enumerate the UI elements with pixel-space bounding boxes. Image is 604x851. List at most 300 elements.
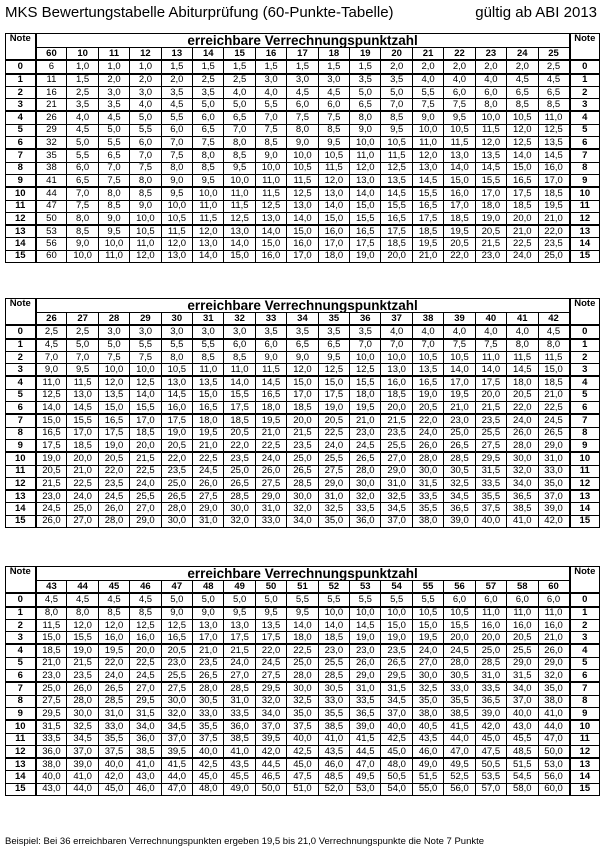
table-cell: 7,0 [224,124,255,136]
table-cell: 13,5 [538,137,570,150]
table-cell: 5,0 [381,86,412,98]
table-cell: 8,0 [350,111,381,124]
table-cell: 10,0 [193,187,224,200]
table-cell: 50,0 [538,745,570,758]
table-row [6,212,600,225]
table-cell: 39,0 [444,515,475,527]
table-cell: 25,0 [36,682,67,695]
table-cell: 32,0 [224,515,255,527]
table-cell: 17,0 [444,376,475,389]
table-cell: 31,0 [381,477,412,490]
note-value-left: 9 [6,174,36,187]
table-cell: 15,0 [36,414,67,427]
table-cell: 45,0 [287,758,318,771]
table-cell: 7,0 [381,339,412,352]
table-cell: 20,5 [98,452,129,465]
table-cell: 18,5 [538,376,570,389]
table-cell: 29,5 [381,670,412,683]
table-cell: 14,0 [287,619,318,631]
note-value-left: 2 [6,86,36,98]
table-cell: 6,5 [67,174,98,187]
table-cell: 20,0 [507,212,538,225]
table-cell: 46,0 [412,745,443,758]
table-cell: 33,5 [350,695,381,707]
table-cell: 4,0 [412,74,443,87]
table-cell: 4,5 [67,124,98,136]
table-cell: 17,0 [318,238,349,250]
table-cell: 41,0 [224,745,255,758]
table-cell: 7,0 [36,351,67,363]
table-cell: 25,0 [287,657,318,669]
table-cell: 14,0 [444,162,475,174]
note-value-left: 4 [6,644,36,657]
table-cell: 19,5 [193,427,224,439]
table-cell: 29,0 [255,490,286,503]
table-row [6,593,600,606]
table-cell: 8,5 [507,99,538,112]
table-cell: 19,0 [350,632,381,645]
table-cell: 9,0 [161,174,192,187]
table-cell: 34,0 [255,707,286,720]
table-cell: 30,0 [287,490,318,503]
table-cell: 37,0 [161,733,192,745]
table-cell: 17,5 [161,414,192,427]
table-cell: 8,5 [193,162,224,174]
table-cell: 44,5 [255,758,286,771]
table-cell: 2,5 [67,86,98,98]
table-cell: 18,5 [538,187,570,200]
table-cell: 36,5 [350,707,381,720]
table-cell: 21,0 [193,644,224,657]
table-cell: 20,0 [287,414,318,427]
table-cell: 3,5 [350,325,381,338]
table-cell: 26,0 [98,503,129,515]
table-cell: 24,5 [255,657,286,669]
table-cell: 7,0 [161,137,192,150]
note-value-left: 13 [6,758,36,771]
column-header: 35 [318,313,349,326]
table-cell: 8,0 [36,607,67,620]
table-cell: 7,0 [412,339,443,352]
table-cell: 21 [36,99,67,112]
note-value-left: 7 [6,682,36,695]
table-cell: 24,5 [193,465,224,477]
table-cell: 26,0 [193,477,224,490]
table-cell: 6,0 [287,99,318,112]
table-cell: 26,5 [98,682,129,695]
table-cell: 16,0 [255,250,286,262]
table-cell: 22,5 [507,238,538,250]
table-cell: 2,5 [193,74,224,87]
table-cell: 15,0 [255,238,286,250]
table-row [6,632,600,645]
table-cell: 26,5 [381,657,412,669]
table-cell: 28,0 [444,657,475,669]
table-cell: 3,5 [98,99,129,112]
table-cell: 11 [36,74,67,87]
note-value-left: 9 [6,439,36,452]
note-value-left: 15 [6,783,36,795]
table-cell: 26,0 [67,682,98,695]
table-cell: 60 [36,250,67,262]
table-row [6,74,600,87]
table-cell: 15,5 [412,187,443,200]
table-cell: 55,0 [412,783,443,795]
note-value-right: 9 [570,707,600,720]
table-cell: 28,0 [287,670,318,683]
table-cell: 25,5 [130,490,161,503]
table-row [6,250,600,262]
table-cell: 6,0 [475,86,506,98]
table-cell: 7,5 [475,339,506,352]
column-header: 56 [444,581,475,594]
table-cell: 19,5 [444,389,475,401]
table-cell: 21,0 [538,632,570,645]
table-cell: 5,0 [193,99,224,112]
table-cell: 13,5 [475,149,506,162]
table-cell: 2,0 [412,60,443,73]
table-cell: 10,0 [318,607,349,620]
table-cell: 11,0 [193,200,224,212]
column-header: 24 [507,48,538,61]
table-cell: 42,0 [538,515,570,527]
table-cell: 31,0 [318,490,349,503]
table-cell: 9,0 [287,351,318,363]
table-cell: 29,0 [130,515,161,527]
table-cell: 5,5 [161,339,192,352]
table-cell: 50 [36,212,67,225]
note-header-right: Note [570,567,600,594]
table-cell: 41,5 [161,758,192,771]
note-value-right: 9 [570,174,600,187]
table-cell: 15,0 [98,402,129,415]
table-cell: 54,5 [507,771,538,783]
table-cell: 4,0 [444,74,475,87]
table-cell: 14,5 [475,162,506,174]
table-cell: 18,5 [507,200,538,212]
table-cell: 17,5 [224,402,255,415]
table-cell: 10,5 [412,607,443,620]
column-header: 14 [193,48,224,61]
table-cell: 29,5 [130,695,161,707]
table-cell: 6,0 [444,86,475,98]
table-cell: 8,5 [224,149,255,162]
note-value-right: 2 [570,351,600,363]
table-cell: 12,5 [224,212,255,225]
column-header: 49 [224,581,255,594]
table-cell: 5,0 [67,137,98,150]
table-cell: 10,0 [224,174,255,187]
column-header: 40 [475,313,506,326]
table-cell: 17,5 [318,389,349,401]
table-cell: 17,5 [224,632,255,645]
table-cell: 32,5 [444,477,475,490]
table-cell: 37,0 [538,490,570,503]
note-value-left: 11 [6,200,36,212]
column-header: 55 [412,581,443,594]
table-cell: 49,5 [350,771,381,783]
table-cell: 32,5 [412,682,443,695]
column-header: 31 [193,313,224,326]
table-cell: 11,5 [255,364,286,377]
table-cell: 32,5 [287,695,318,707]
table-cell: 23,0 [444,414,475,427]
table-cell: 10,0 [98,364,129,377]
table-cell: 28,5 [224,490,255,503]
table-cell: 32,5 [381,490,412,503]
table-cell: 47,0 [350,758,381,771]
table-cell: 9,5 [67,364,98,377]
table-cell: 17,0 [538,174,570,187]
table-cell: 24,0 [412,427,443,439]
table-cell: 5,5 [350,593,381,606]
note-value-left: 8 [6,427,36,439]
table-cell: 6,5 [350,99,381,112]
table-cell: 7,0 [381,99,412,112]
note-value-right: 13 [570,490,600,503]
table-cell: 4,0 [475,325,506,338]
table-cell: 17,0 [287,389,318,401]
table-cell: 13,0 [350,174,381,187]
table-cell: 21,5 [475,238,506,250]
table-cell: 2,0 [444,60,475,73]
table-cell: 12,0 [287,364,318,377]
table-cell: 47 [36,200,67,212]
table-cell: 20,0 [381,402,412,415]
table-cell: 4,0 [444,325,475,338]
table-cell: 11,0 [224,364,255,377]
column-header: 58 [507,581,538,594]
table-cell: 25,0 [444,427,475,439]
column-header: 44 [67,581,98,594]
table-cell: 43,0 [507,720,538,733]
table-cell: 5,5 [130,124,161,136]
table-cell: 13,0 [224,619,255,631]
table-cell: 21,0 [36,657,67,669]
table-cell: 5,0 [98,124,129,136]
table-cell: 19,5 [255,414,286,427]
table-cell: 11,5 [318,162,349,174]
table-cell: 35,5 [412,503,443,515]
table-cell: 6,5 [318,339,349,352]
table-cell: 29,5 [475,452,506,465]
table-cell: 44,5 [350,745,381,758]
table-cell: 5,5 [412,593,443,606]
table-cell: 22,5 [130,657,161,669]
table-cell: 14,0 [507,149,538,162]
column-header: 52 [318,581,349,594]
table-cell: 7,5 [98,351,129,363]
table-cell: 26,5 [161,490,192,503]
table-cell: 19,0 [412,389,443,401]
table-cell: 3,5 [287,325,318,338]
table-cell: 13,0 [287,200,318,212]
table-cell: 32,0 [538,670,570,683]
table-cell: 53,0 [538,758,570,771]
table-cell: 35,0 [412,695,443,707]
table-cell: 33,0 [538,465,570,477]
column-header: 11 [98,48,129,61]
table-cell: 30,0 [507,452,538,465]
note-value-left: 3 [6,99,36,112]
table-row [6,427,600,439]
table-cell: 11,5 [67,376,98,389]
table-cell: 36,5 [507,490,538,503]
table-cell: 41,0 [130,758,161,771]
note-value-left: 10 [6,187,36,200]
note-value-right: 8 [570,162,600,174]
table-cell: 7,5 [193,137,224,150]
table-cell: 25,5 [507,644,538,657]
table-cell: 19,5 [98,644,129,657]
table-cell: 3,0 [161,325,192,338]
table-cell: 24,0 [412,644,443,657]
table-cell: 28,5 [318,670,349,683]
table-cell: 1,5 [67,74,98,87]
table-cell: 25,5 [318,657,349,669]
table-cell: 25,0 [287,452,318,465]
table-cell: 13,0 [381,364,412,377]
table-cell: 10,0 [130,212,161,225]
table-cell: 30,0 [161,695,192,707]
table-cell: 23,5 [381,427,412,439]
table-cell: 21,5 [67,657,98,669]
table-cell: 33,0 [255,515,286,527]
table-cell: 1,5 [224,60,255,73]
table-row [6,490,600,503]
column-header: 27 [67,313,98,326]
table-cell: 6,0 [538,593,570,606]
table-cell: 9,0 [287,137,318,150]
table-cell: 32,5 [67,720,98,733]
table-cell: 5,5 [412,86,443,98]
table-cell: 10,5 [412,351,443,363]
table-cell: 22,5 [255,439,286,452]
note-value-right: 3 [570,364,600,377]
grading-table-3 [5,566,599,796]
note-header-right: Note [570,299,600,326]
table-cell: 13,5 [255,619,286,631]
table-cell: 19,5 [538,200,570,212]
table-cell: 14,5 [381,187,412,200]
table-cell: 30,5 [318,682,349,695]
table-cell: 8,5 [130,607,161,620]
note-value-right: 6 [570,137,600,150]
table-cell: 9,5 [161,187,192,200]
table-cell: 20,5 [161,644,192,657]
table-cell: 16,0 [287,238,318,250]
table-cell: 34,0 [507,682,538,695]
note-value-right: 7 [570,149,600,162]
table-cell: 12,5 [130,619,161,631]
table-cell: 10,5 [161,364,192,377]
table-cell: 35,5 [318,707,349,720]
table-cell: 15,0 [507,162,538,174]
table-cell: 5,0 [193,593,224,606]
table-cell: 15,0 [412,619,443,631]
table-cell: 7,5 [318,111,349,124]
table-cell: 53,5 [475,771,506,783]
table-cell: 38,0 [412,707,443,720]
note-value-right: 10 [570,720,600,733]
table-cell: 6,0 [475,593,506,606]
table-cell: 13,0 [161,376,192,389]
note-value-right: 0 [570,325,600,338]
note-header-left: Note [6,567,36,594]
note-value-right: 0 [570,593,600,606]
column-header: 60 [538,581,570,594]
table-cell: 45,0 [98,783,129,795]
table-cell: 20,5 [507,632,538,645]
table-cell: 20,5 [507,389,538,401]
table-cell: 7,0 [350,339,381,352]
table-cell: 8,0 [130,174,161,187]
column-header: 16 [255,48,286,61]
table-cell: 15,5 [350,212,381,225]
table-cell: 4,0 [381,325,412,338]
table-cell: 23,5 [538,238,570,250]
table-cell: 7,5 [255,124,286,136]
table-cell: 9,5 [193,174,224,187]
table-cell: 29,5 [255,682,286,695]
table-cell: 12,0 [350,162,381,174]
table-cell: 5,5 [255,99,286,112]
table-cell: 16,0 [538,619,570,631]
table-cell: 43,5 [224,758,255,771]
table-cell: 22,0 [224,439,255,452]
table-cell: 22,0 [412,414,443,427]
table-cell: 42,0 [255,745,286,758]
table-cell: 26,5 [287,465,318,477]
table-cell: 18,0 [475,200,506,212]
table-cell: 27,5 [475,439,506,452]
table-cell: 5,0 [224,593,255,606]
table-cell: 20,5 [224,427,255,439]
table-cell: 18,0 [255,402,286,415]
table-cell: 26,5 [538,427,570,439]
table-row [6,503,600,515]
table-cell: 27,0 [130,503,161,515]
table-cell: 45,0 [193,771,224,783]
table-cell: 30,0 [412,465,443,477]
table-cell: 9,5 [287,607,318,620]
table-cell: 48,0 [193,783,224,795]
column-header: 36 [350,313,381,326]
table-cell: 11,0 [130,238,161,250]
table-cell: 25,0 [161,477,192,490]
table-cell: 31,0 [224,695,255,707]
note-value-right: 9 [570,439,600,452]
table-cell: 4,5 [507,74,538,87]
table-cell: 12,5 [350,364,381,377]
table-cell: 58,0 [507,783,538,795]
table-cell: 21,0 [193,439,224,452]
table-cell: 18,5 [318,632,349,645]
table-cell: 52,0 [318,783,349,795]
table-cell: 9,5 [224,607,255,620]
table-cell: 2,5 [538,60,570,73]
table-cell: 7,0 [255,111,286,124]
table-cell: 13,0 [444,149,475,162]
table-cell: 29,0 [350,670,381,683]
table-cell: 48,5 [318,771,349,783]
note-value-right: 8 [570,427,600,439]
table-cell: 27,0 [67,515,98,527]
table-cell: 8,0 [224,137,255,150]
table-cell: 19,0 [36,452,67,465]
note-value-right: 5 [570,389,600,401]
table-cell: 20,5 [318,414,349,427]
